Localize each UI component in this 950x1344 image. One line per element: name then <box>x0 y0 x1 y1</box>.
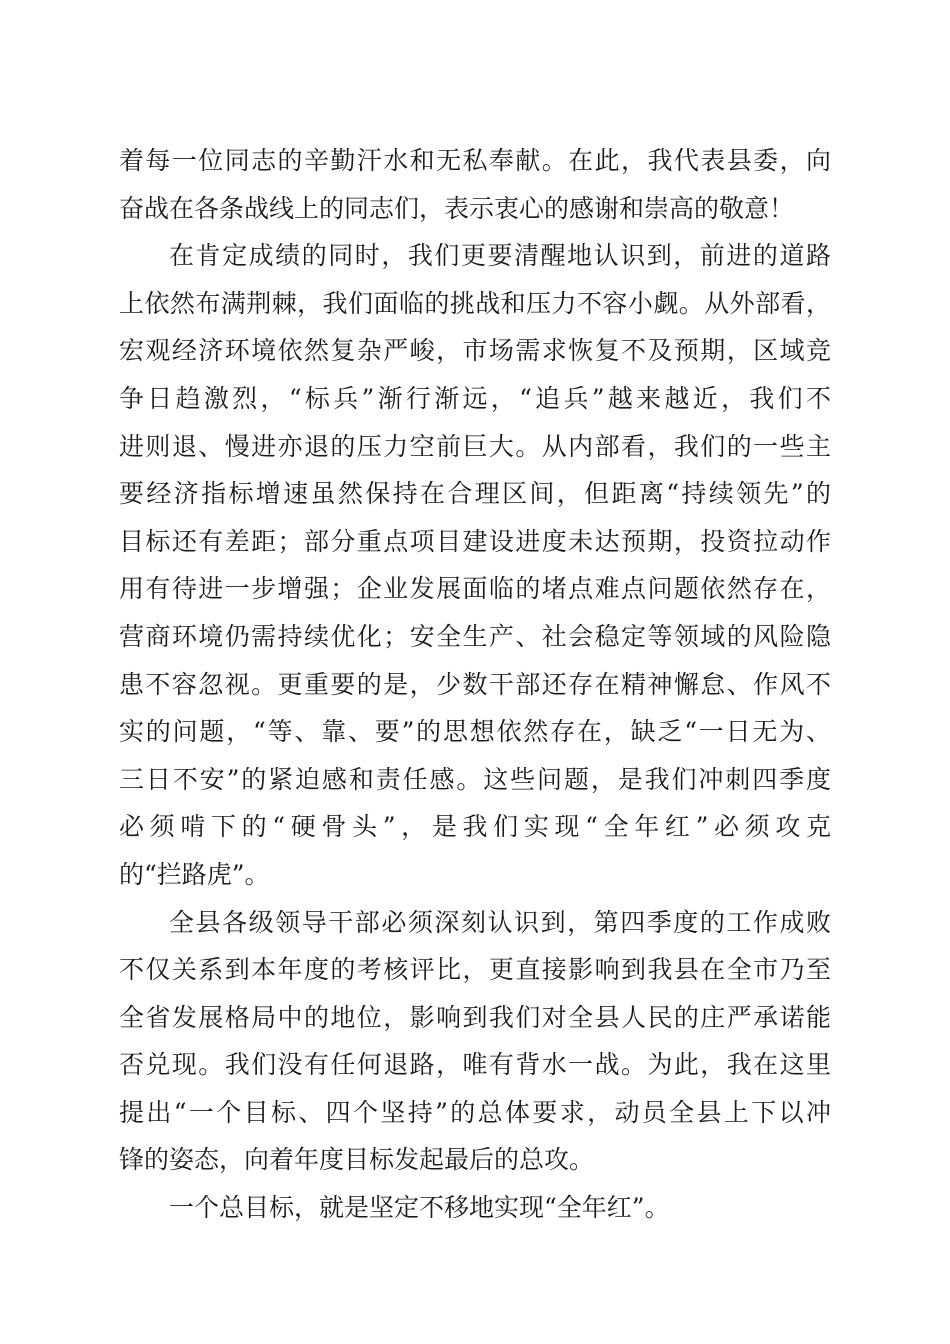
text-line: 全省发展格局中的地位，影响到我们对全县人民的庄严承诺能 <box>119 1002 831 1032</box>
body-text <box>119 137 831 1232</box>
text-line: 争日趋激烈，“标兵”渐行渐远，“追兵”越来越近，我们不 <box>119 383 831 413</box>
text-line: 一个总目标，就是坚定不移地实现“全年红”。 <box>169 1193 670 1223</box>
paragraph-2 <box>119 232 831 898</box>
text-line: 上依然布满荆棘，我们面临的挑战和压力不容小觑。从外部看， <box>119 288 831 318</box>
text-line: 不仅关系到本年度的考核评比，更直接影响到我县在全市乃至 <box>119 955 831 985</box>
text-line: 用有待进一步增强；企业发展面临的堵点难点问题依然存在， <box>119 574 831 604</box>
text-line: 的“拦路虎”。 <box>119 859 270 889</box>
text-line: 三日不安”的紧迫感和责任感。这些问题，是我们冲刺四季度 <box>119 764 831 794</box>
text-line: 患不容忽视。更重要的是，少数干部还存在精神懈怠、作风不 <box>119 669 831 699</box>
text-line: 着每一位同志的辛勤汗水和无私奉献。在此，我代表县委，向 <box>119 146 831 175</box>
text-line: 在肯定成绩的同时，我们更要清醒地认识到，前进的道路 <box>169 241 831 271</box>
text-line: 要经济指标增速虽然保持在合理区间，但距离“持续领先”的 <box>119 479 831 509</box>
text-line: 目标还有差距；部分重点项目建设进度未达预期，投资拉动作 <box>119 526 831 556</box>
text-line: 锋的姿态，向着年度目标发起最后的总攻。 <box>119 1145 595 1175</box>
text-line: 宏观经济环境依然复杂严峻，市场需求恢复不及预期，区域竞 <box>119 336 831 366</box>
text-line: 进则退、慢进亦退的压力空前巨大。从内部看，我们的一些主 <box>119 431 831 461</box>
paragraph-1 <box>119 137 831 232</box>
text-line: 奋战在各条战线上的同志们，表示衷心的感谢和崇高的敬意！ <box>119 193 795 223</box>
paragraph-3 <box>119 899 831 1185</box>
text-line: 营商环境仍需持续优化；安全生产、社会稳定等领域的风险隐 <box>119 621 831 651</box>
text-line: 必须啃下的“硬骨头”，是我们实现“全年红”必须攻克 <box>119 812 831 842</box>
text-line: 实的问题，“等、靠、要”的思想依然存在，缺乏“一日无为、 <box>119 717 831 747</box>
paragraph-4 <box>119 1184 831 1232</box>
text-line: 否兑现。我们没有任何退路，唯有背水一战。为此，我在这里 <box>119 1050 831 1080</box>
text-line: 全县各级领导干部必须深刻认识到，第四季度的工作成败 <box>169 907 831 937</box>
text-line: 提出“一个目标、四个坚持”的总体要求，动员全县上下以冲 <box>119 1097 831 1127</box>
